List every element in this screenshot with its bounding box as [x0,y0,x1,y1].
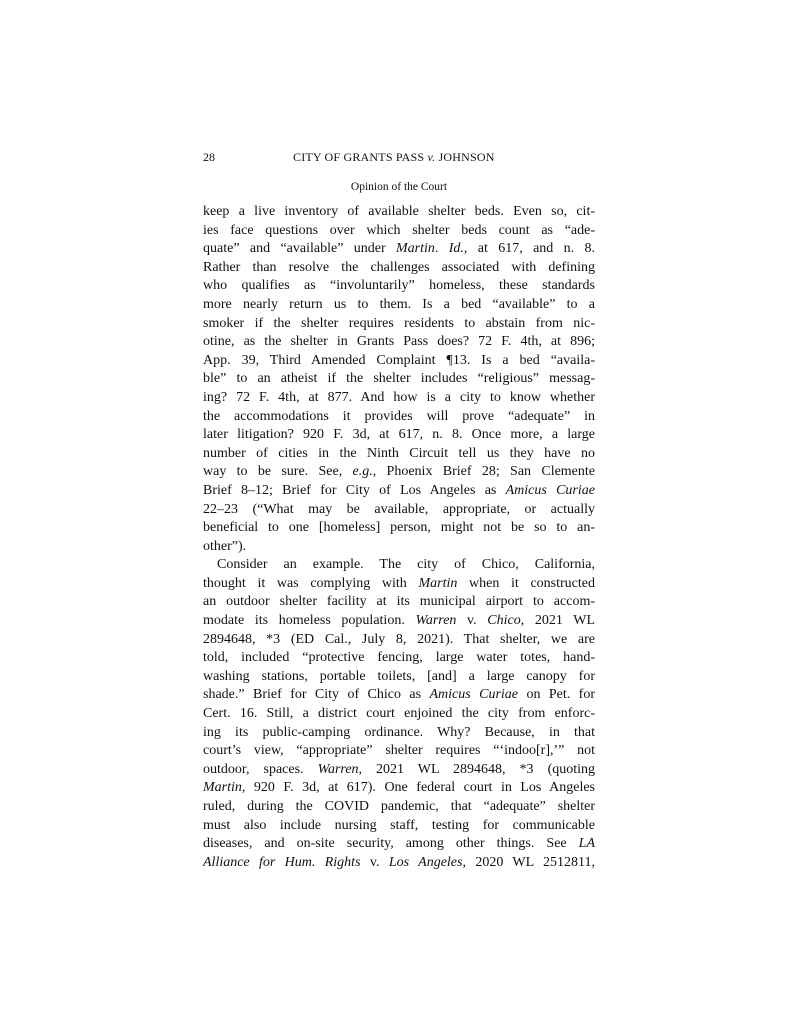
running-header [203,149,595,165]
text-line: ies face questions over which shelter beds count as “ade- [203,222,595,238]
text-line: who qualifies as “involuntarily” homeless, these standards [203,278,595,294]
text-line: Cert. 16. Still, a district court enjoined the city from enforc- [203,706,595,722]
text-line: 2894648, *3 (ED Cal., July 8, 2021). That shelter, we are [203,631,595,647]
text-line: washing stations, portable toilets, [and] a large canopy for [203,668,595,684]
text-line: Consider an example. The city of Chico, California, [217,557,595,573]
text-line: thought it was complying with Martin when it constructed [203,575,595,591]
text-line: otine, as the shelter in Grants Pass does? 72 F. 4th, at 896; [203,334,595,350]
text-line: number of cities in the Ninth Circuit tell us they have no [203,445,595,461]
text-line: ing its public-camping ordinance. Why? Because, in that [203,724,595,740]
case-caption: CITY OF GRANTS PASS v. JOHNSON [293,150,495,164]
text-line: Rather than resolve the challenges associated with defining [203,259,595,275]
opinion-body [203,203,595,872]
text-line: court’s view, “appropriate” shelter requires “‘indoo[r],’” not [203,743,595,759]
text-line: keep a live inventory of available shelter beds. Even so, cit- [203,204,595,219]
text-line: modate its homeless population. Warren v. Chico, 2021 WL [203,613,596,629]
text-line: beneficial to one [homeless] person, might not be so to an- [203,520,595,536]
text-line: other”). [203,538,247,554]
text-line: later litigation? 920 F. 3d, at 617, n. 8. Once more, a large [203,427,595,443]
text-line: shade.” Brief for City of Chico as Amicus Curiae on Pet. for [203,687,596,703]
text-line: told, included “protective fencing, large water totes, hand- [203,650,595,666]
text-line: Martin, 920 F. 3d, at 617). One federal court in Los Angeles [203,780,595,796]
text-line: more nearly return us to them. Is a bed “available” to a [203,296,595,312]
opinion-label: Opinion of the Court [350,181,448,193]
text-line: Brief 8–12; Brief for City of Los Angeles as Amicus Curiae [203,482,595,498]
text-line: the accommodations it provides will prove “adequate” in [203,408,595,424]
text-line: diseases, and on-site security, among other things. See LA [203,836,595,852]
text-line: ing? 72 F. 4th, at 877. And how is a city to know whether [203,389,595,405]
text-line: 22–23 (“What may be available, appropriate, or actually [203,501,595,517]
text-line: must also include nursing staff, testing for communicable [203,817,595,833]
text-line: quate” and “available” under Martin. Id., at 617, and n. 8. [203,241,596,257]
text-line: ruled, during the COVID pandemic, that “adequate” shelter [203,799,595,814]
text-line: an outdoor shelter facility at its municipal airport to accom- [203,594,595,610]
text-line: App. 39, Third Amended Complaint ¶13. Is a bed “availa- [203,352,595,368]
text-line: outdoor, spaces. Warren, 2021 WL 2894648, *3 (quoting [203,761,596,777]
text-line: Alliance for Hum. Rights v. Los Angeles, 2020 WL 2512811, [203,854,595,870]
text-line: ble” to an atheist if the shelter includes “religious” messag- [203,371,595,387]
text-line: smoker if the shelter requires residents to abstain from nic- [203,315,595,331]
page-number: 28 [203,150,215,164]
text-line: way to be sure. See, e.g., Phoenix Brief 28; San Clemente [203,464,595,480]
